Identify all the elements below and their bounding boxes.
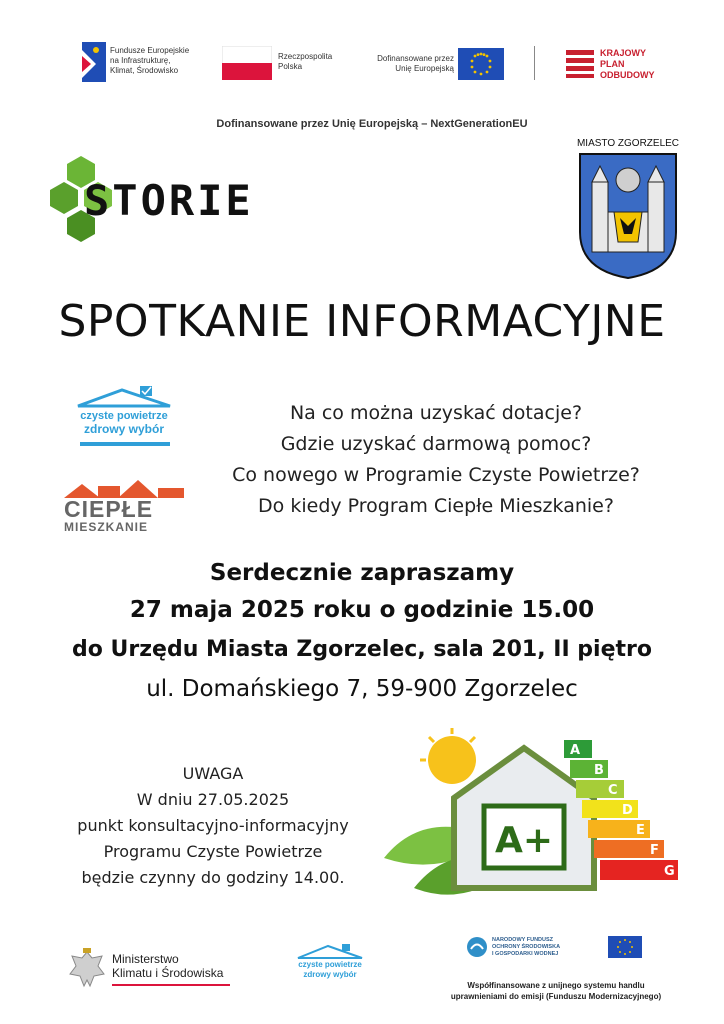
czyste-powietrze-logo: czyste powietrze zdrowy wybór [74,386,174,452]
fe-logo: Fundusze Europejskie na Infrastrukturę, Klimat, Środowisko [82,42,232,86]
sun-icon [428,736,476,784]
header-divider [534,46,535,80]
cieple-mieszkanie-logo: CIEPŁE MIESZKANIE [62,476,188,538]
funding-line: Dofinansowane przez Unię Europejską – NextGenerationEU [216,118,528,130]
note-line-1: W dniu 27.05.2025 [136,790,290,809]
footer-czyste-powietrze-logo: czyste powietrze zdrowy wybór [296,944,364,992]
invitation-address: ul. Domańskiego 7, 59-900 Zgorzelec [146,676,578,702]
kpo-icon [566,48,594,78]
eu-flag-icon [458,48,504,80]
house-roof-icon [74,386,174,408]
page-title: SPOTKANIE INFORMACYJNE [58,296,666,347]
footer-roof-icon [296,944,364,960]
energy-class-g: G [664,864,675,879]
note-line-3: Programu Czyste Powietrze [103,842,323,861]
cofinance-text: Współfinansowane z unijnego systemu handlu uprawnieniami do emisji (Funduszu Modernizacyjnego) [450,981,662,1001]
ministry-logo: Ministerstwo Klimatu i Środowiska [68,948,238,992]
energy-class-d: D [622,803,633,818]
invitation-line-2: 27 maja 2025 roku o godzinie 15.00 [129,597,595,623]
nfos-logo: NARODOWY FUNDUSZ OCHRONY ŚRODOWISKA I GOSPODARKI WODNEJ [466,936,586,960]
poland-flag-icon [222,46,272,80]
eagle-icon [68,948,106,990]
energy-class-b: B [594,763,604,778]
energy-class-c: C [608,783,618,798]
note-heading: UWAGA [182,764,244,783]
city-label: MIASTO ZGORZELEC [576,138,680,149]
footer-eu-flag-icon [608,936,642,958]
invitation-line-1: Serdecznie zapraszamy [209,560,515,586]
question-3: Co nowego w Programie Czyste Powietrze? [232,464,640,486]
city-coat-of-arms-icon [578,152,678,280]
energy-class-e: E [636,823,645,838]
invitation-line-3: do Urzędu Miasta Zgorzelec, sala 201, II piętro [72,637,652,662]
rp-logo: Rzeczpospolita Polska [222,46,352,82]
note-line-2: punkt konsultacyjno-informacyjny [77,816,349,835]
kpo-logo: KRAJOWY PLAN ODBUDOWY [566,46,676,86]
energy-rating: A+ [494,820,554,861]
energy-class-f: F [650,843,659,858]
fe-flag-icon [82,42,106,82]
question-1: Na co można uzyskać dotacje? [289,402,583,424]
note-line-4: będzie czynny do godziny 14.00. [81,868,345,887]
storie-logo: STORIE [50,154,270,244]
question-4: Do kiedy Program Ciepłe Mieszkanie? [258,495,614,517]
question-2: Gdzie uzyskać darmową pomoc? [280,433,592,455]
energy-class-a: A [570,743,581,758]
nfos-icon [466,936,488,958]
eu-logo: Dofinansowane przez Unię Europejską [358,46,508,82]
energy-efficiency-graphic [384,728,698,912]
